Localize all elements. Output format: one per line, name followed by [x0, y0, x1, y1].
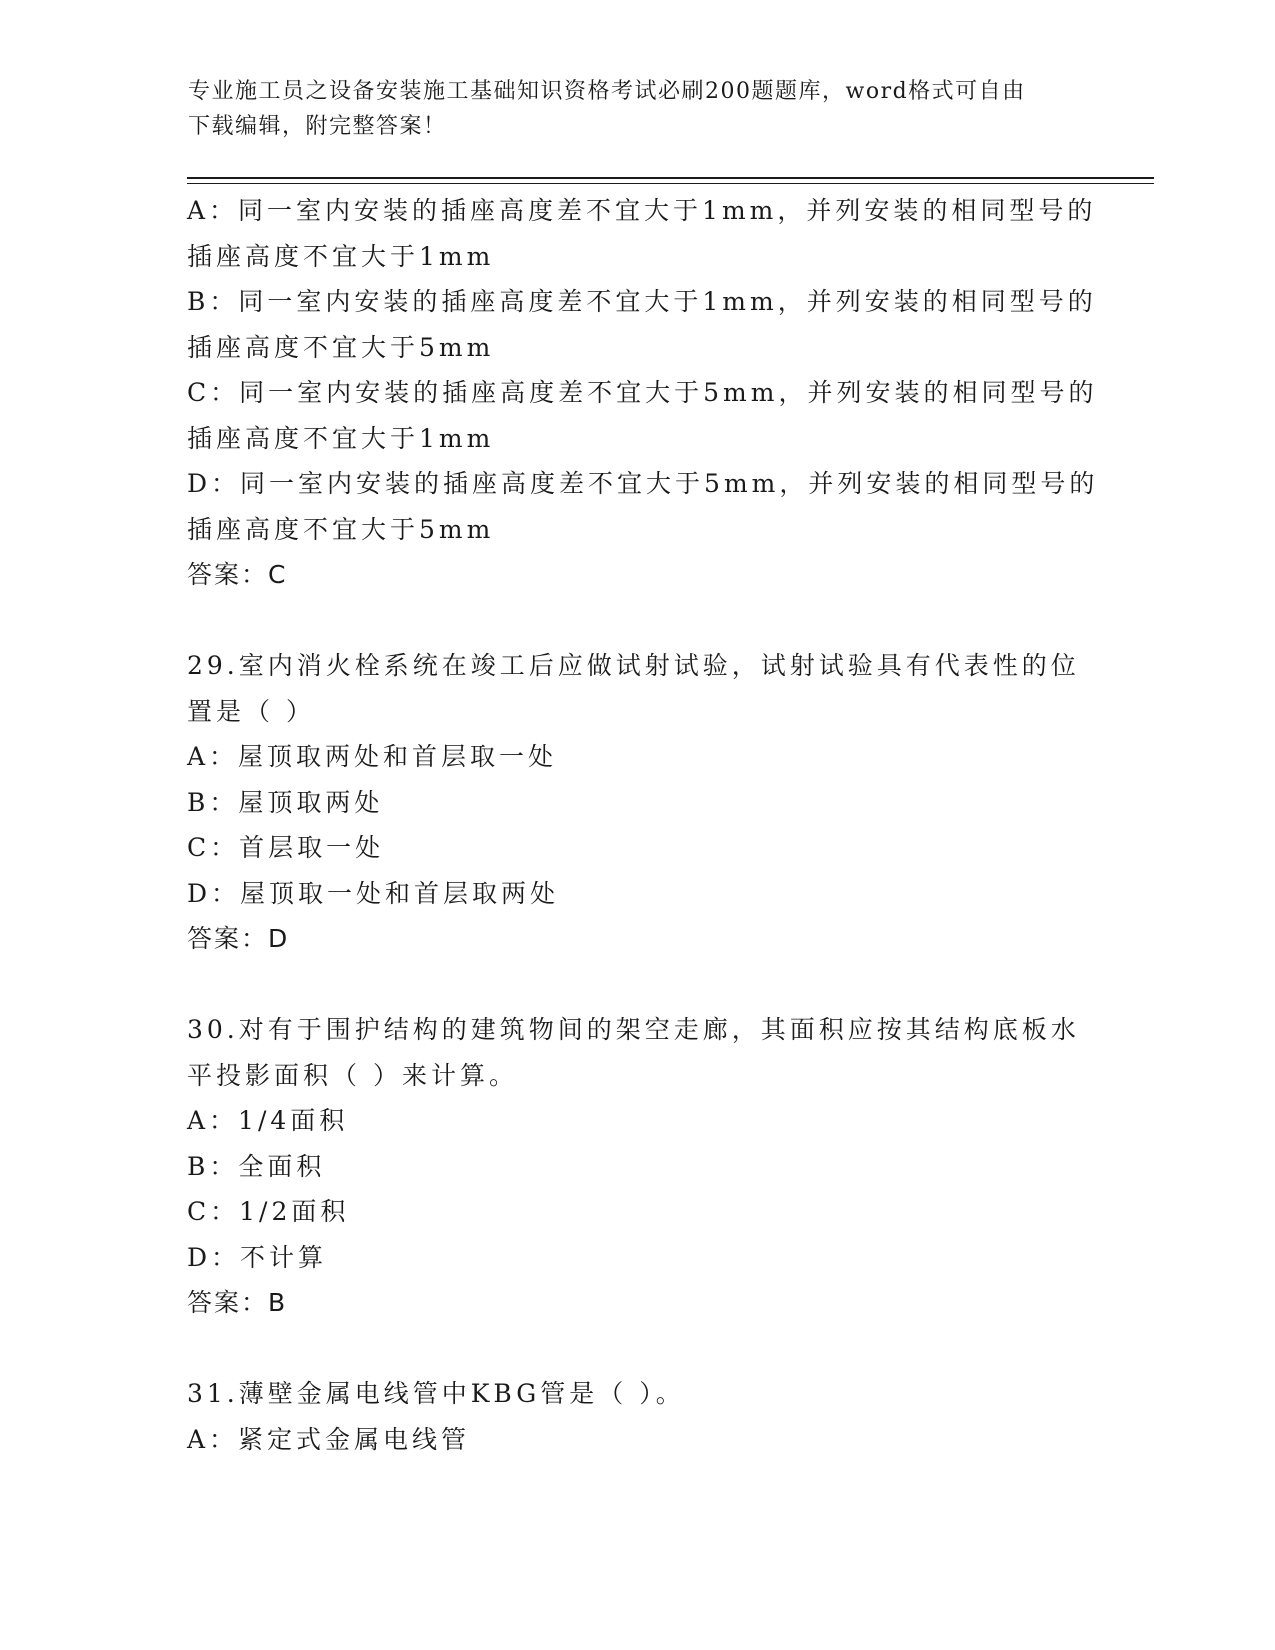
option-b-line-1: B：同一室内安装的插座高度差不宜大于1mm，并列安装的相同型号的	[187, 287, 1097, 316]
header-line-2: 下载编辑，附完整答案！	[188, 114, 447, 139]
option-a-line-1: A：同一室内安装的插座高度差不宜大于1mm，并列安装的相同型号的	[187, 196, 1097, 225]
option-c: C：首层取一处	[187, 833, 385, 862]
header-divider-thin	[187, 183, 1154, 184]
question-stem-line-1: 29.室内消火栓系统在竣工后应做试射试验，试射试验具有代表性的位	[187, 651, 1080, 680]
option-a: A：1/4面积	[187, 1106, 349, 1135]
option-a: A：屋顶取两处和首层取一处	[187, 742, 558, 771]
option-c-line-1: C：同一室内安装的插座高度差不宜大于5mm，并列安装的相同型号的	[187, 378, 1098, 407]
answer-line: 答案：C	[187, 560, 288, 589]
question-28	[187, 188, 1099, 598]
question-30	[187, 1007, 1087, 1326]
question-spacer	[187, 962, 1087, 1008]
answer-line: 答案：B	[187, 1288, 288, 1317]
option-d: D：屋顶取一处和首层取两处	[187, 878, 560, 908]
option-a-line-2: 插座高度不宜大于1mm	[187, 241, 495, 271]
question-stem-line-2: 置是（ ）	[187, 696, 315, 726]
header-divider-thick	[187, 177, 1154, 179]
option-d-line-1: D：同一室内安装的插座高度差不宜大于5mm，并列安装的相同型号的	[187, 469, 1099, 498]
document-header	[188, 74, 1068, 144]
option-a: A：紧定式金属电线管	[187, 1424, 471, 1454]
option-c: C：1/2面积	[187, 1197, 350, 1226]
question-stem-line-2: 平投影面积（ ）来计算。	[187, 1060, 518, 1090]
option-b: B：屋顶取两处	[187, 787, 384, 817]
question-stem-line-1: 30.对有于围护结构的建筑物间的架空走廊，其面积应按其结构底板水	[187, 1015, 1080, 1044]
header-line-1: 专业施工员之设备安装施工基础知识资格考试必刷200题题库，word格式可自由	[188, 79, 1026, 104]
question-29	[187, 643, 1087, 962]
question-31	[187, 1371, 1087, 1462]
question-stem-line-1: 31.薄壁金属电线管中KBG管是（ ）。	[187, 1379, 685, 1408]
answer-line: 答案：D	[187, 924, 290, 953]
question-spacer	[187, 1326, 1087, 1372]
option-d: D：不计算	[187, 1242, 328, 1272]
question-list	[187, 188, 1099, 1462]
question-spacer	[187, 598, 1087, 644]
option-c-line-2: 插座高度不宜大于1mm	[187, 423, 495, 453]
option-b: B：全面积	[187, 1151, 326, 1181]
option-d-line-2: 插座高度不宜大于5mm	[187, 514, 495, 544]
option-b-line-2: 插座高度不宜大于5mm	[187, 332, 495, 362]
